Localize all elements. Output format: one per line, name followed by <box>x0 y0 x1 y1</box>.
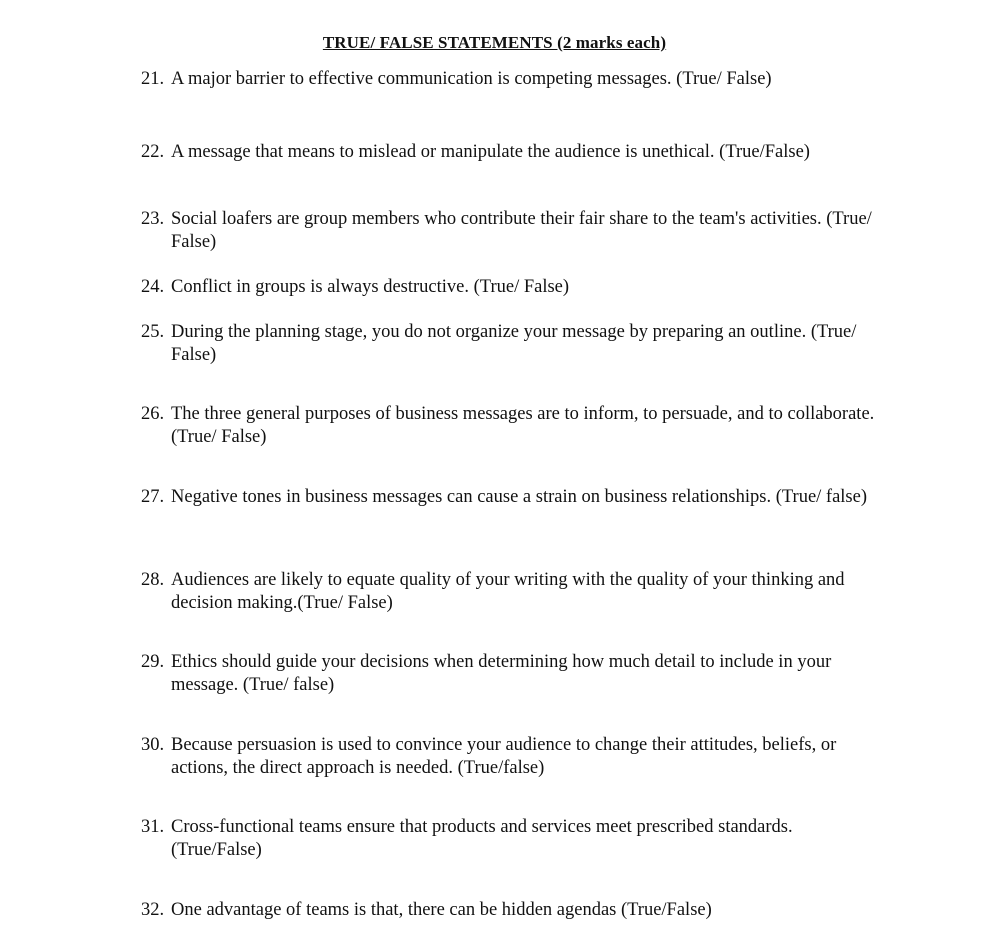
question-number: 30. <box>141 735 165 755</box>
question-text: Audiences are likely to equate quality of your writing with the quality of your thinking and decision making.(True/ False) <box>171 570 845 613</box>
question-text: Ethics should guide your decisions when determining how much detail to include in your message. (True/ false) <box>171 652 832 695</box>
question-number: 26. <box>141 404 165 424</box>
question-text: A major barrier to effective communication is competing messages. (True/ False) <box>171 69 772 89</box>
question-item <box>141 899 886 922</box>
question-number: 32. <box>141 900 165 920</box>
question-text: A message that means to mislead or manipulate the audience is unethical. (True/False) <box>171 142 810 162</box>
question-text: One advantage of teams is that, there can be hidden agendas (True/False) <box>171 900 712 920</box>
question-number: 23. <box>141 209 165 229</box>
question-number: 27. <box>141 487 165 507</box>
question-item <box>141 403 886 449</box>
question-number: 21. <box>141 69 165 89</box>
question-number: 29. <box>141 652 165 672</box>
question-text: Because persuasion is used to convince your audience to change their attitudes, beliefs, or actions, the direct approach is needed. (True/false) <box>171 735 837 778</box>
question-text: Negative tones in business messages can cause a strain on business relationships. (True/ false) <box>171 487 867 507</box>
question-number: 31. <box>141 817 165 837</box>
question-item <box>141 651 886 697</box>
question-number: 22. <box>141 142 165 162</box>
question-text: Conflict in groups is always destructive. (True/ False) <box>171 277 570 297</box>
question-text: During the planning stage, you do not organize your message by preparing an outline. (True/ False) <box>171 322 857 365</box>
question-number: 28. <box>141 570 165 590</box>
question-item <box>141 141 886 164</box>
question-item <box>141 68 886 91</box>
question-text: The three general purposes of business messages are to inform, to persuade, and to collaborate. (True/ False) <box>171 404 875 447</box>
section-title: TRUE/ FALSE STATEMENTS (2 marks each) <box>322 33 667 52</box>
question-item <box>141 816 886 862</box>
question-item <box>141 569 886 615</box>
question-text: Social loafers are group members who contribute their fair share to the team's activities. (True/ False) <box>171 209 872 252</box>
question-number: 25. <box>141 322 165 342</box>
question-item <box>141 208 886 254</box>
question-number: 24. <box>141 277 165 297</box>
question-item <box>141 321 886 367</box>
question-item <box>141 276 886 299</box>
question-text: Cross-functional teams ensure that products and services meet prescribed standards. (True/False) <box>171 817 793 860</box>
question-item <box>141 734 886 780</box>
question-item <box>141 486 886 509</box>
